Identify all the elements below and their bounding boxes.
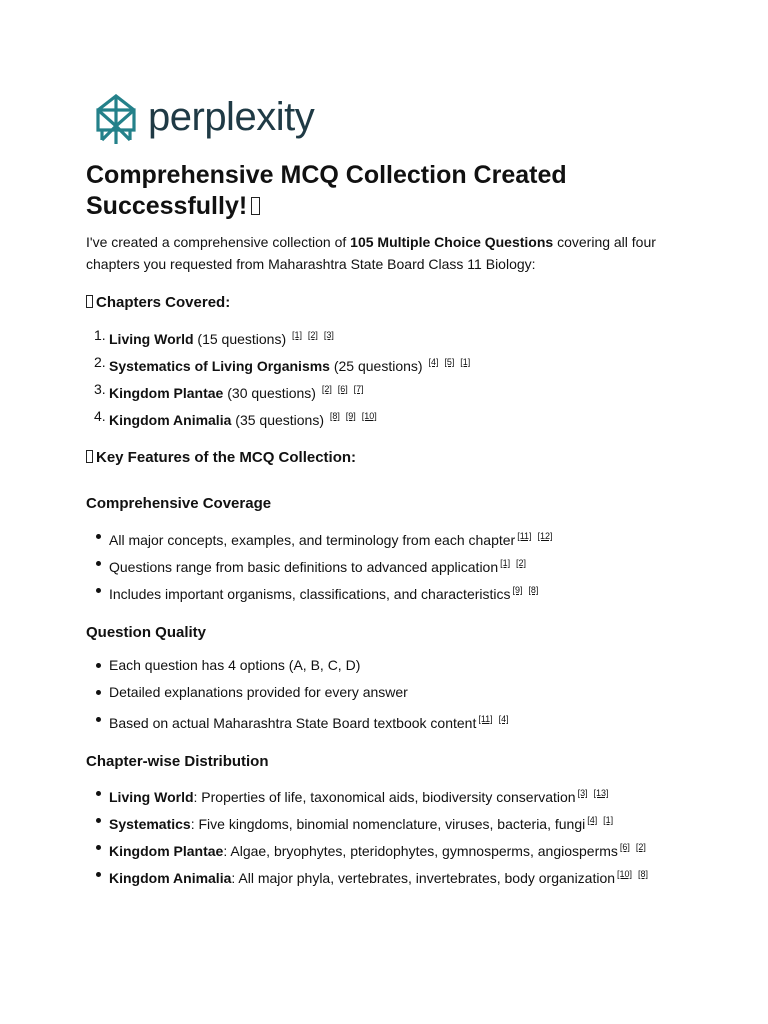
perplexity-wordmark: perplexity xyxy=(148,95,315,139)
bullet-icon xyxy=(96,872,101,877)
intro-suffix: covering all four chapters you requested from Maharashtra State Board Class 11 Biology: xyxy=(86,234,656,272)
citation-link[interactable]: [10] xyxy=(361,411,377,421)
citation-link[interactable]: [1] xyxy=(292,330,303,340)
chapters-list xyxy=(86,325,706,433)
bullet-icon xyxy=(96,534,101,539)
citation-link[interactable]: [4] xyxy=(498,714,509,724)
intro-prefix: I've created a comprehensive collection of xyxy=(86,234,351,250)
quality-list xyxy=(86,655,706,736)
list-item xyxy=(86,655,706,682)
page-title-text: Comprehensive MCQ Collection Created Successfully! xyxy=(86,161,567,220)
chapter-name: Living World xyxy=(109,331,194,347)
chapter-count: (15 questions) xyxy=(193,331,287,347)
citation-link[interactable]: [2] xyxy=(307,330,318,340)
citation-link[interactable]: [1] xyxy=(603,815,614,825)
chapter-name: Systematics of Living Organisms xyxy=(109,358,330,374)
citation-link[interactable]: [4] xyxy=(587,815,598,825)
intro-bold: 105 Multiple Choice Questions xyxy=(350,234,554,250)
features-heading xyxy=(86,448,356,468)
citation-link[interactable]: [2] xyxy=(321,384,332,394)
quality-heading: Question Quality xyxy=(86,624,207,641)
emoji-icon xyxy=(86,450,93,463)
chapters-heading xyxy=(86,293,230,313)
page-title xyxy=(86,160,646,222)
chapter-count: (35 questions) xyxy=(231,412,324,428)
list-item-text: Includes important organisms, classifications, and characteristics xyxy=(109,586,511,602)
list-item-bold: Kingdom Animalia xyxy=(109,870,232,886)
list-number: 1. xyxy=(94,327,106,343)
chapter-count: (25 questions) xyxy=(329,358,423,374)
list-item-bold: Systematics xyxy=(109,816,191,832)
citation-link[interactable]: [7] xyxy=(353,384,364,394)
bullet-icon xyxy=(96,717,101,722)
list-item-text: : Algae, bryophytes, pteridophytes, gymnosperms, angiosperms xyxy=(223,843,618,859)
list-item-text: Detailed explanations provided for every answer xyxy=(109,684,408,700)
list-item xyxy=(86,580,706,607)
distribution-list xyxy=(86,783,706,891)
list-item xyxy=(86,406,706,433)
bullet-icon xyxy=(96,663,101,668)
list-item-text: Each question has 4 options (A, B, C, D) xyxy=(109,657,361,673)
citation-link[interactable]: [13] xyxy=(593,788,609,798)
citation-link[interactable]: [11] xyxy=(478,714,493,724)
list-item xyxy=(86,810,706,837)
bullet-icon xyxy=(96,791,101,796)
list-item xyxy=(86,553,706,580)
citation-link[interactable]: [8] xyxy=(528,585,539,595)
perplexity-logo xyxy=(94,93,314,147)
list-item-bold: Kingdom Plantae xyxy=(109,843,224,859)
list-item xyxy=(86,864,706,891)
citation-link[interactable]: [8] xyxy=(637,869,648,879)
list-item xyxy=(86,379,706,406)
intro-paragraph xyxy=(86,231,686,275)
citation-link[interactable]: [4] xyxy=(428,357,439,367)
coverage-heading: Comprehensive Coverage xyxy=(86,495,272,512)
list-item xyxy=(86,837,706,864)
perplexity-logo-icon xyxy=(94,94,138,146)
distribution-heading: Chapter-wise Distribution xyxy=(86,753,269,770)
list-number: 3. xyxy=(94,381,106,397)
bullet-icon xyxy=(96,561,101,566)
list-item-text: : All major phyla, vertebrates, invertebrates, body organization xyxy=(231,870,616,886)
features-heading-text: Key Features of the MCQ Collection: xyxy=(96,449,357,466)
list-item-text: Based on actual Maharashtra State Board textbook content xyxy=(109,715,477,731)
citation-link[interactable]: [11] xyxy=(517,531,532,541)
list-item xyxy=(86,352,706,379)
citation-link[interactable]: [10] xyxy=(617,869,633,879)
citation-link[interactable]: [3] xyxy=(577,788,588,798)
bullet-icon xyxy=(96,818,101,823)
list-item xyxy=(86,709,706,736)
list-item-text: Questions range from basic definitions to advanced application xyxy=(109,559,499,575)
list-item-text: All major concepts, examples, and terminology from each chapter xyxy=(109,532,516,548)
list-item xyxy=(86,682,706,709)
chapter-name: Kingdom Animalia xyxy=(109,412,232,428)
list-item-bold: Living World xyxy=(109,789,194,805)
bullet-icon xyxy=(96,845,101,850)
citation-link[interactable]: [1] xyxy=(460,357,471,367)
citation-link[interactable]: [6] xyxy=(337,384,348,394)
bullet-icon xyxy=(96,588,101,593)
citation-link[interactable]: [9] xyxy=(345,411,356,421)
citation-link[interactable]: [6] xyxy=(619,842,630,852)
citation-link[interactable]: [2] xyxy=(635,842,646,852)
citation-link[interactable]: [9] xyxy=(512,585,523,595)
chapters-heading-text: Chapters Covered: xyxy=(96,294,231,311)
emoji-icon xyxy=(251,197,260,215)
citation-link[interactable]: [12] xyxy=(537,531,553,541)
list-number: 2. xyxy=(94,354,106,370)
list-number: 4. xyxy=(94,408,106,424)
citation-link[interactable]: [1] xyxy=(500,558,511,568)
bullet-icon xyxy=(96,690,101,695)
citation-link[interactable]: [2] xyxy=(516,558,527,568)
list-item xyxy=(86,783,706,810)
chapter-name: Kingdom Plantae xyxy=(109,385,224,401)
citation-link[interactable]: [5] xyxy=(444,357,455,367)
list-item xyxy=(86,526,706,553)
list-item-text: : Five kingdoms, binomial nomenclature, viruses, bacteria, fungi xyxy=(190,816,586,832)
list-item xyxy=(86,325,706,352)
chapter-count: (30 questions) xyxy=(223,385,316,401)
citation-link[interactable]: [8] xyxy=(329,411,340,421)
citation-link[interactable]: [3] xyxy=(323,330,334,340)
emoji-icon xyxy=(86,295,93,308)
list-item-text: : Properties of life, taxonomical aids, biodiversity conservation xyxy=(193,789,576,805)
coverage-list xyxy=(86,526,706,607)
